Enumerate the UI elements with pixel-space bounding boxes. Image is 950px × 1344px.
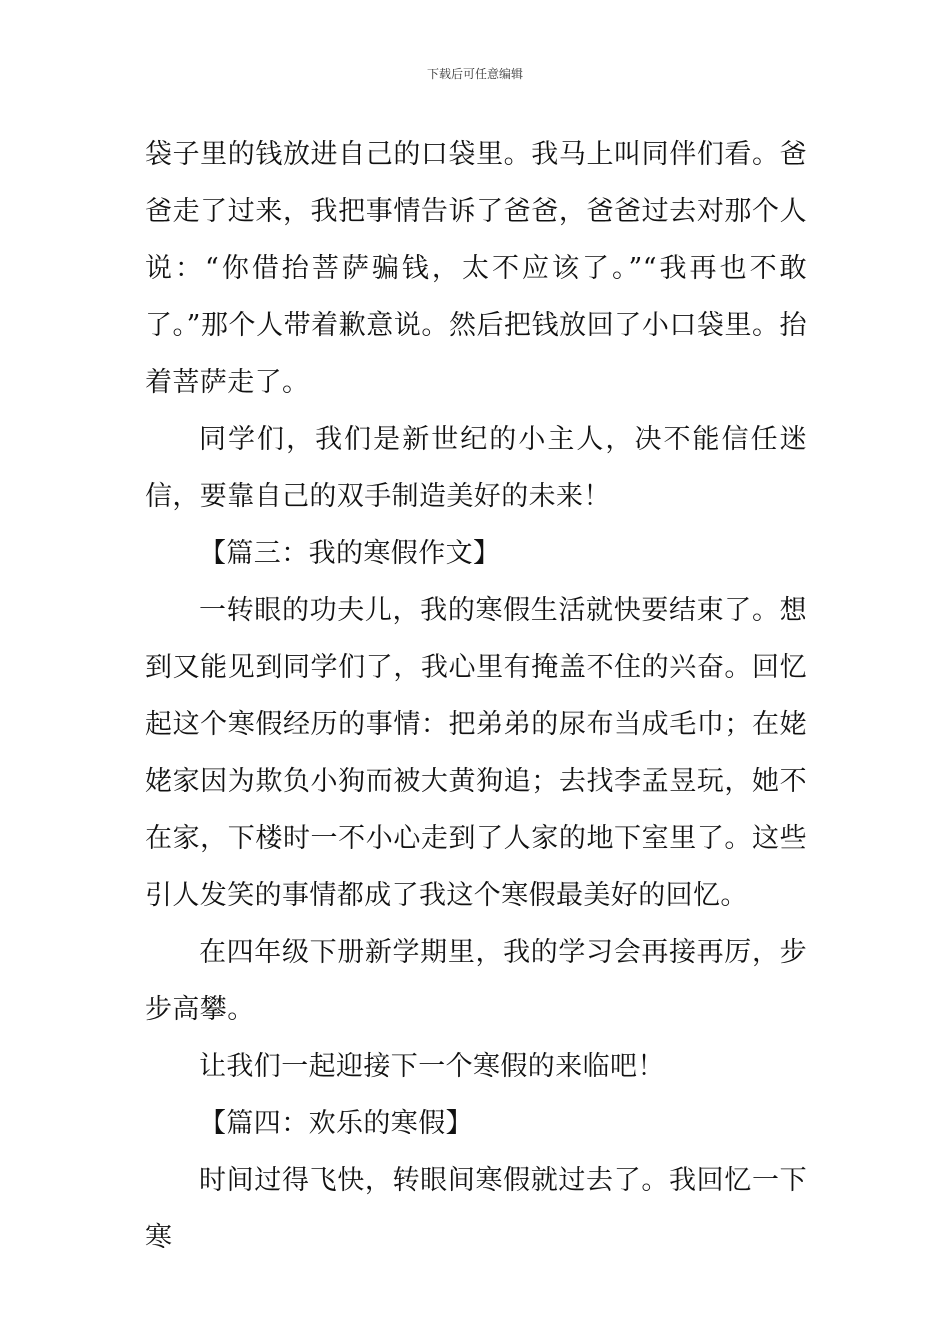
document-body [145, 126, 807, 1266]
paragraph-conclusion: 同学们，我们是新世纪的小主人，决不能信任迷信，要靠自己的双手制造美好的未来！ [145, 424, 807, 512]
paragraph-next-vacation: 让我们一起迎接下一个寒假的来临吧！ [199, 1051, 665, 1082]
section-heading-part-four: 【篇四：欢乐的寒假】 [199, 1108, 473, 1139]
paragraph-continuation: 袋子里的钱放进自己的口袋里。我马上叫同伴们看。爸爸走了过来，我把事情告诉了爸爸，爸爸过去对那个人说：“你借抬菩萨骗钱，太不应该了。”“我再也不敢了。”那个人带着歉意说。然后把钱放回了小口袋里。抬着菩萨走了。 [145, 139, 807, 398]
section-heading-part-three: 【篇三：我的寒假作文】 [199, 538, 501, 569]
paragraph-time-flies: 时间过得飞快，转眼间寒假就过去了。我回忆一下寒 [145, 1165, 807, 1253]
paragraph-new-semester: 在四年级下册新学期里，我的学习会再接再厉，步步高攀。 [145, 937, 807, 1025]
page-header: 下载后可任意编辑 [426, 67, 523, 81]
paragraph-winter-memories: 一转眼的功夫儿，我的寒假生活就快要结束了。想到又能见到同学们了，我心里有掩盖不住的兴奋。回忆起这个寒假经历的事情：把弟弟的尿布当成毛巾；在姥姥家因为欺负小狗而被大黄狗追；去找李孟昱玩，她不在家，下楼时一不小心走到了人家的地下室里了。这些引人发笑的事情都成了我这个寒假最美好的回忆。 [145, 595, 807, 911]
